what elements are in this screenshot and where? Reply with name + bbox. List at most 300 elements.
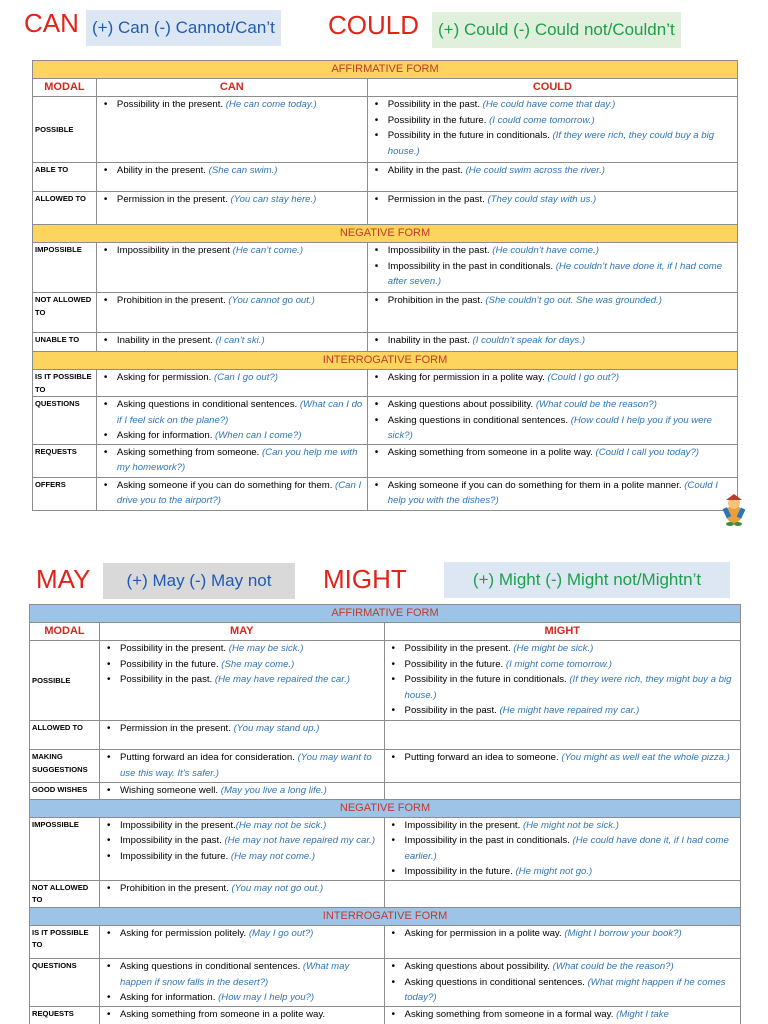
form-band xyxy=(33,352,738,370)
table-row xyxy=(33,163,738,192)
usage-example: (What can I do if I feel sick on the plane?) xyxy=(116,399,363,426)
row-label: IMPOSSIBLE xyxy=(30,817,100,880)
usage-text: Impossibility in the future. xyxy=(119,850,231,862)
usage-cell xyxy=(384,750,740,783)
usage-example: (Could I go out?) xyxy=(547,372,620,383)
usage-text: Asking questions in conditional sentences. xyxy=(116,399,300,410)
usage-item xyxy=(99,97,365,113)
table-row xyxy=(33,370,738,397)
usage-item xyxy=(387,1007,738,1023)
form-band xyxy=(30,907,741,925)
usage-example: (They could stay with us.) xyxy=(487,194,597,205)
usage-item xyxy=(99,163,365,179)
usage-item xyxy=(102,881,382,897)
row-label: POSSIBLE xyxy=(30,641,100,721)
row-label: NOT ALLOWED TO xyxy=(30,880,100,907)
row-label: REQUESTS xyxy=(30,1006,100,1024)
row-label: NOT ALLOWED TO xyxy=(33,293,97,333)
table-row xyxy=(33,333,738,352)
can-pill-wrap xyxy=(86,10,281,46)
usage-item xyxy=(387,750,738,766)
usage-example: (What could be the reason?) xyxy=(535,399,657,410)
usage-text: Impossibility in the present xyxy=(116,245,233,256)
usage-item xyxy=(102,926,382,942)
usage-item xyxy=(102,833,382,849)
usage-text: Asking something from someone. xyxy=(116,446,262,458)
usage-text: Impossibility in the present. xyxy=(119,819,236,831)
can-could-table xyxy=(32,60,738,511)
usage-example: (How could I help you if you were sick?) xyxy=(387,414,712,442)
usage-text: Putting forward an idea for consideration. xyxy=(119,752,298,763)
usage-list xyxy=(370,370,735,386)
table-row xyxy=(30,880,741,907)
usage-cell xyxy=(367,397,737,445)
usage-example: (What may happen if snow falls in the desert?) xyxy=(119,960,350,988)
table-row xyxy=(33,293,738,333)
usage-cell xyxy=(99,958,384,1006)
usage-item xyxy=(102,672,382,688)
usage-list xyxy=(102,881,382,897)
title-might: MIGHT xyxy=(323,564,407,594)
usage-item xyxy=(99,370,365,386)
usage-text: Impossibility in the past in conditionals. xyxy=(387,260,556,272)
usage-text: Asking for permission. xyxy=(116,372,214,383)
usage-item xyxy=(99,478,365,509)
table-row xyxy=(30,721,741,750)
usage-item xyxy=(387,703,738,719)
table-row xyxy=(30,817,741,880)
usage-example: (I might come tomorrow.) xyxy=(505,658,612,670)
usage-cell xyxy=(384,783,740,800)
pill-can: (+) Can (-) Cannot/Can’t xyxy=(86,10,281,46)
usage-item xyxy=(370,333,735,349)
row-label: QUESTIONS xyxy=(30,958,100,1006)
usage-example: (You may stand up.) xyxy=(233,723,320,734)
usage-cell xyxy=(367,192,737,225)
usage-cell xyxy=(384,958,740,1006)
row-label: REQUESTS xyxy=(33,444,97,477)
usage-text: Asking questions in conditional sentences. xyxy=(404,976,588,988)
table-row xyxy=(30,783,741,800)
usage-item xyxy=(99,192,365,208)
table-row xyxy=(33,97,738,163)
usage-cell xyxy=(367,163,737,192)
might-pill-wrap xyxy=(444,562,730,598)
usage-cell xyxy=(384,1006,740,1024)
usage-example: (He can’t come.) xyxy=(232,245,304,256)
pill-may: (+) May (-) May not xyxy=(103,563,295,599)
usage-text: Asking for information. xyxy=(116,430,216,442)
row-label: MAKING SUGGESTIONS xyxy=(30,750,100,783)
usage-example: (He might not go.) xyxy=(515,866,593,878)
usage-item xyxy=(370,259,735,290)
usage-text: Possibility in the present. xyxy=(119,643,229,654)
usage-cell xyxy=(384,817,740,880)
usage-text: Possibility in the past. xyxy=(387,99,483,110)
usage-text: Possibility in the present. xyxy=(404,643,514,654)
usage-item xyxy=(387,833,738,864)
usage-item xyxy=(102,783,382,799)
usage-example: (He may be sick.) xyxy=(228,643,304,654)
usage-text: Possibility in the future. xyxy=(404,658,506,670)
usage-example: (May you live a long life.) xyxy=(220,785,327,796)
usage-list xyxy=(99,243,365,259)
usage-list xyxy=(370,397,735,444)
usage-text: Prohibition in the present. xyxy=(119,882,232,894)
usage-example: (He couldn’t have come.) xyxy=(492,245,599,256)
usage-list xyxy=(102,750,382,781)
usage-text: Asking for permission in a polite way. xyxy=(404,927,565,939)
usage-text: Asking someone if you can do something for them in a polite manner. xyxy=(387,479,685,491)
pill-could: (+) Could (-) Could not/Couldn’t xyxy=(432,12,681,48)
row-label: POSSIBLE xyxy=(33,97,97,163)
usage-cell xyxy=(384,925,740,958)
usage-item xyxy=(102,641,382,657)
usage-text: Permission in the present. xyxy=(116,194,231,205)
table-row xyxy=(30,958,741,1006)
usage-list xyxy=(387,641,738,719)
usage-item xyxy=(387,975,738,1006)
usage-text: Asking for information. xyxy=(119,992,219,1004)
column-header: MODAL xyxy=(30,623,100,641)
column-header: MODAL xyxy=(33,79,97,97)
usage-list xyxy=(370,192,735,208)
usage-cell xyxy=(99,817,384,880)
usage-list xyxy=(99,293,365,309)
usage-list xyxy=(387,1007,738,1023)
usage-cell xyxy=(96,163,367,192)
usage-text: Impossibility in the past. xyxy=(119,835,225,847)
usage-text: Putting forward an idea to someone. xyxy=(404,752,562,763)
title-may: MAY xyxy=(36,564,91,594)
usage-example: (How may I help you?) xyxy=(218,992,315,1004)
affirmative-heading: AFFIRMATIVE FORM xyxy=(33,61,738,79)
row-label: IS IT POSSIBLE TO xyxy=(33,370,97,397)
usage-text: Asking someone if you can do something for them. xyxy=(116,479,336,491)
row-label: IS IT POSSIBLE TO xyxy=(30,925,100,958)
usage-cell xyxy=(96,477,367,510)
usage-list xyxy=(370,163,735,179)
usage-list xyxy=(102,641,382,688)
usage-example: (Could I call you today?) xyxy=(595,446,699,458)
pill-might: (+) Might (-) Might not/Mightn’t xyxy=(444,562,730,598)
row-label: ALLOWED TO xyxy=(33,192,97,225)
usage-example: (Could I help you with the dishes?) xyxy=(387,479,718,507)
usage-cell xyxy=(367,333,737,352)
usage-item xyxy=(387,818,738,834)
usage-list xyxy=(387,926,738,942)
usage-cell xyxy=(367,243,737,293)
usage-example: (If they were rich, they might buy a big house.) xyxy=(404,674,732,701)
usage-example: (I can’t ski.) xyxy=(215,335,265,346)
usage-cell xyxy=(99,750,384,783)
usage-list xyxy=(387,959,738,1006)
usage-text: Prohibition in the present. xyxy=(116,295,229,306)
row-label: OFFERS xyxy=(33,477,97,510)
usage-cell xyxy=(367,444,737,477)
usage-item xyxy=(387,959,738,975)
usage-list xyxy=(102,783,382,799)
usage-text: Possibility in the future in conditionals. xyxy=(404,674,570,686)
usage-example: (He could have done it, if I had come earlier.) xyxy=(404,835,729,862)
can-header xyxy=(24,10,79,36)
usage-cell xyxy=(99,1006,384,1024)
affirmative-heading: AFFIRMATIVE FORM xyxy=(30,605,741,623)
usage-example: (If they were rich, they could buy a big house.) xyxy=(387,130,715,157)
usage-example: (You might as well eat the whole pizza.) xyxy=(561,752,730,763)
may-might-table xyxy=(29,604,741,1024)
usage-text: Inability in the past. xyxy=(387,335,473,346)
usage-item xyxy=(370,478,735,509)
usage-example: (He may not have repaired my car.) xyxy=(224,835,376,847)
usage-text: Asking questions in conditional sentences. xyxy=(119,960,303,972)
usage-item xyxy=(99,293,365,309)
usage-cell xyxy=(367,477,737,510)
usage-list xyxy=(99,97,365,113)
usage-example: (Can I drive you to the airport?) xyxy=(116,479,362,507)
usage-text: Impossibility in the future. xyxy=(404,866,516,878)
column-header-row xyxy=(30,623,741,641)
usage-example: (He couldn’t have done it, if I had come after seven.) xyxy=(387,260,723,288)
usage-cell xyxy=(96,243,367,293)
usage-item xyxy=(102,990,382,1006)
row-label: GOOD WISHES xyxy=(30,783,100,800)
usage-text: Asking questions about possibility. xyxy=(404,960,553,972)
usage-example: (Might I borrow your book?) xyxy=(564,927,682,939)
usage-text: Ability in the present. xyxy=(116,165,209,176)
form-band xyxy=(30,799,741,817)
usage-example: (He might have repaired my car.) xyxy=(499,705,640,717)
table-row xyxy=(30,1006,741,1024)
usage-list xyxy=(99,397,365,444)
usage-item xyxy=(387,672,738,703)
usage-cell xyxy=(384,721,740,750)
usage-example: (He can come today.) xyxy=(225,99,317,110)
usage-list xyxy=(370,445,735,461)
usage-cell xyxy=(96,293,367,333)
usage-item xyxy=(370,163,735,179)
usage-item xyxy=(99,428,365,444)
usage-list xyxy=(370,97,735,159)
usage-list xyxy=(99,163,365,179)
usage-item xyxy=(99,397,365,428)
usage-item xyxy=(370,97,735,113)
usage-example: (He might not be sick.) xyxy=(522,819,619,831)
usage-text: Asking something from someone in a polite way. xyxy=(387,446,596,458)
table-row xyxy=(33,477,738,510)
usage-cell xyxy=(99,641,384,721)
usage-cell xyxy=(96,397,367,445)
title-could: COULD xyxy=(328,10,420,40)
usage-list xyxy=(387,818,738,880)
usage-example: (Can I go out?) xyxy=(213,372,278,383)
usage-example: (She can swim.) xyxy=(208,165,278,176)
usage-item xyxy=(370,413,735,444)
row-label: IMPOSSIBLE xyxy=(33,243,97,293)
usage-example: (When can I come?) xyxy=(215,430,302,442)
usage-list xyxy=(370,243,735,290)
usage-item xyxy=(370,370,735,386)
usage-example: (What could be the reason?) xyxy=(552,960,674,972)
usage-cell xyxy=(96,444,367,477)
usage-text: Asking questions about possibility. xyxy=(387,399,536,410)
mascot-icon xyxy=(720,494,748,526)
usage-example: (He might be sick.) xyxy=(513,643,594,654)
usage-list xyxy=(102,721,382,737)
form-band xyxy=(33,61,738,79)
usage-list xyxy=(102,1007,382,1023)
usage-text: Possibility in the future in conditionals. xyxy=(387,130,553,142)
may-pill-wrap xyxy=(103,563,295,599)
table-row xyxy=(30,750,741,783)
usage-cell xyxy=(384,641,740,721)
usage-item xyxy=(370,243,735,259)
usage-cell xyxy=(96,192,367,225)
usage-item xyxy=(99,243,365,259)
usage-list xyxy=(370,293,735,309)
usage-item xyxy=(370,293,735,309)
usage-example: (He may have repaired the car.) xyxy=(214,674,350,686)
usage-cell xyxy=(367,370,737,397)
usage-example: (He may not come.) xyxy=(230,850,316,862)
usage-text: Possibility in the future. xyxy=(119,658,222,670)
usage-list xyxy=(99,333,365,349)
usage-text: Asking questions in conditional sentences. xyxy=(387,414,571,426)
usage-text: Possibility in the past. xyxy=(404,705,500,717)
usage-text: Prohibition in the past. xyxy=(387,295,486,306)
usage-item xyxy=(99,333,365,349)
usage-item xyxy=(387,641,738,657)
interrogative-heading: INTERROGATIVE FORM xyxy=(30,907,741,925)
usage-list xyxy=(99,192,365,208)
usage-text: Impossibility in the past in conditionals. xyxy=(404,835,573,847)
usage-example: (What might happen if he comes today?) xyxy=(404,976,726,1004)
interrogative-heading: INTERROGATIVE FORM xyxy=(33,352,738,370)
table-row xyxy=(33,397,738,445)
usage-cell xyxy=(367,97,737,163)
usage-example: (She may come.) xyxy=(221,658,295,670)
column-header: CAN xyxy=(96,79,367,97)
usage-item xyxy=(370,445,735,461)
usage-example: (She couldn’t go out. She was grounded.) xyxy=(485,295,662,306)
usage-text: Inability in the present. xyxy=(116,335,216,346)
usage-cell xyxy=(367,293,737,333)
usage-list xyxy=(387,750,738,766)
usage-example: (He may not be sick.) xyxy=(235,819,327,831)
usage-item xyxy=(102,721,382,737)
usage-cell xyxy=(384,880,740,907)
column-header-row xyxy=(33,79,738,97)
usage-list xyxy=(99,445,365,476)
usage-cell xyxy=(99,880,384,907)
usage-item xyxy=(102,1007,382,1023)
usage-text: Permission in the present. xyxy=(119,723,234,734)
usage-item xyxy=(370,128,735,159)
usage-item xyxy=(370,397,735,413)
row-label: UNABLE TO xyxy=(33,333,97,352)
usage-example: (Might I take xyxy=(616,1008,669,1020)
usage-text: Possibility in the past. xyxy=(119,674,215,686)
usage-text: Impossibility in the present. xyxy=(404,819,523,831)
column-header: COULD xyxy=(367,79,737,97)
usage-text: Ability in the past. xyxy=(387,165,466,176)
usage-list xyxy=(99,370,365,386)
usage-text: Asking for permission politely. xyxy=(119,927,249,939)
usage-list xyxy=(102,926,382,942)
could-header xyxy=(328,12,419,38)
title-can: CAN xyxy=(24,8,79,38)
usage-example: (You may not go out.) xyxy=(231,882,324,894)
might-header xyxy=(323,566,407,592)
usage-item xyxy=(387,864,738,880)
may-header xyxy=(36,566,90,592)
column-header: MIGHT xyxy=(384,623,740,641)
form-band xyxy=(33,225,738,243)
usage-example: (Can you help me with my homework?) xyxy=(116,446,358,474)
usage-list xyxy=(370,478,735,509)
usage-text: Asking for permission in a polite way. xyxy=(387,372,548,383)
table-row xyxy=(33,444,738,477)
usage-item xyxy=(102,657,382,673)
usage-cell xyxy=(96,370,367,397)
usage-item xyxy=(102,818,382,834)
usage-example: (You cannot go out.) xyxy=(228,295,315,306)
usage-item xyxy=(102,849,382,865)
negative-heading: NEGATIVE FORM xyxy=(30,799,741,817)
usage-text: Asking something from someone in a formal way. xyxy=(404,1008,617,1020)
usage-cell xyxy=(96,333,367,352)
form-band xyxy=(30,605,741,623)
usage-text: Impossibility in the past. xyxy=(387,245,493,256)
usage-example: (You can stay here.) xyxy=(230,194,317,205)
usage-cell xyxy=(99,783,384,800)
usage-text: Permission in the past. xyxy=(387,194,488,205)
usage-item xyxy=(387,657,738,673)
usage-example: (I could come tomorrow.) xyxy=(489,114,595,126)
usage-item xyxy=(102,750,382,781)
usage-list xyxy=(370,333,735,349)
usage-item xyxy=(99,445,365,476)
row-label: ABLE TO xyxy=(33,163,97,192)
usage-cell xyxy=(99,925,384,958)
column-header: MAY xyxy=(99,623,384,641)
usage-example: (I couldn’t speak for days.) xyxy=(472,335,586,346)
table-row xyxy=(33,192,738,225)
row-label: ALLOWED TO xyxy=(30,721,100,750)
usage-list xyxy=(99,478,365,509)
usage-example: (He could have come that day.) xyxy=(482,99,616,110)
table-row xyxy=(33,243,738,293)
usage-example: (May I go out?) xyxy=(248,927,314,939)
usage-text: Possibility in the future. xyxy=(387,114,490,126)
usage-text: Wishing someone well. xyxy=(119,785,221,796)
usage-item xyxy=(102,959,382,990)
table-row xyxy=(30,641,741,721)
usage-item xyxy=(387,926,738,942)
usage-item xyxy=(370,192,735,208)
usage-item xyxy=(370,113,735,129)
negative-heading: NEGATIVE FORM xyxy=(33,225,738,243)
usage-cell xyxy=(96,97,367,163)
usage-cell xyxy=(99,721,384,750)
usage-text: Possibility in the present. xyxy=(116,99,226,110)
usage-example: (You may want to use this way. It’s safer.) xyxy=(119,752,372,779)
usage-example: (He could swim across the river.) xyxy=(465,165,605,176)
could-pill-wrap xyxy=(432,12,681,48)
row-label: QUESTIONS xyxy=(33,397,97,445)
usage-text: Asking something from someone in a polite way. xyxy=(119,1008,326,1020)
usage-list xyxy=(102,818,382,865)
